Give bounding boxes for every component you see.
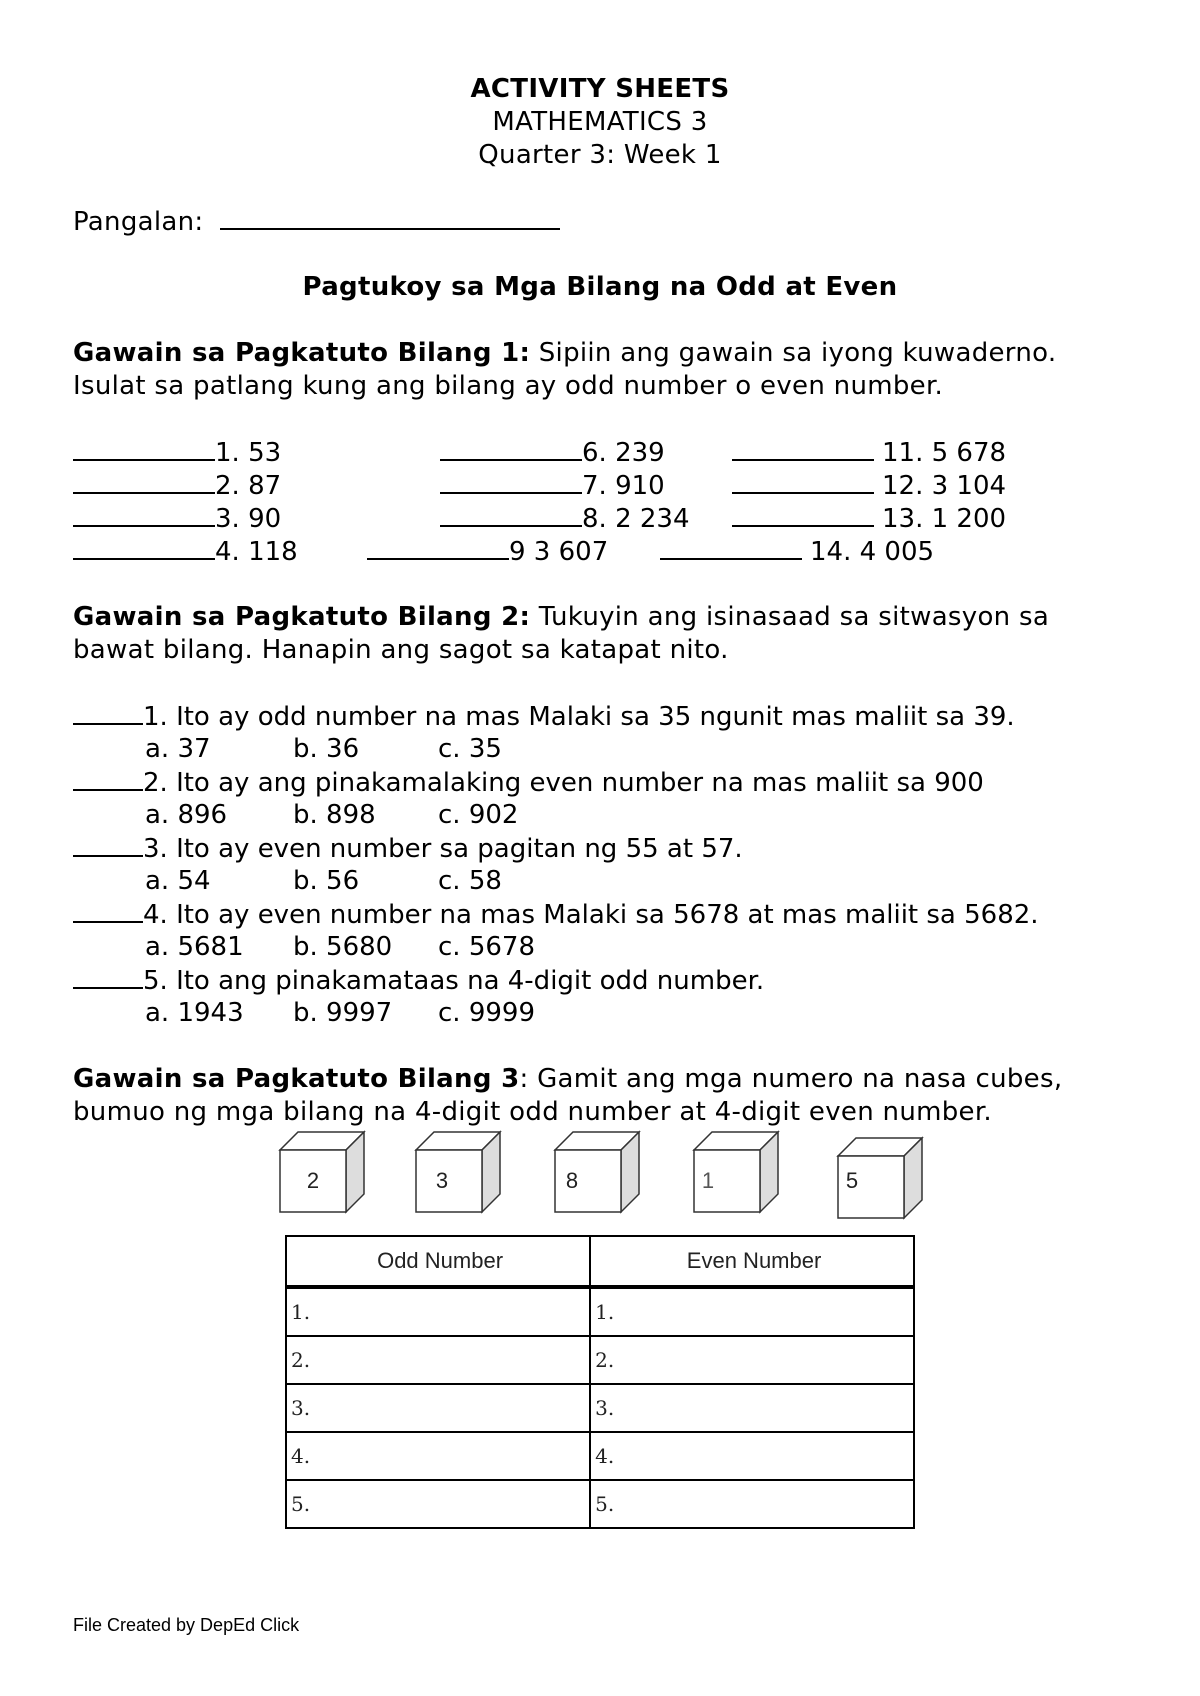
name-label: Pangalan: — [73, 207, 204, 237]
list-item — [73, 470, 281, 501]
table-cell[interactable]: 4. — [590, 1432, 914, 1480]
activity1-heading: Gawain sa Pagkatuto Bilang 1: — [73, 338, 531, 368]
question-text: 4. Ito ay even number na mas Malaki sa 5678 at mas maliit sa 5682. — [143, 900, 1039, 930]
choice-a: a. 54 — [145, 866, 211, 896]
item-number: 9 3 607 — [509, 537, 609, 567]
table-cell[interactable]: 3. — [286, 1384, 590, 1432]
answer-blank[interactable] — [367, 536, 509, 560]
question-text: 2. Ito ay ang pinakamalaking even number na mas maliit sa 900 — [143, 768, 984, 798]
table-cell[interactable]: 5. — [590, 1480, 914, 1528]
question-row — [73, 833, 743, 864]
item-number: 7. 910 — [582, 471, 665, 501]
number-cube — [553, 1130, 643, 1214]
item-number: 4. 118 — [215, 537, 298, 567]
list-item — [732, 503, 1006, 534]
list-item — [440, 437, 665, 468]
list-item — [73, 536, 298, 567]
number-cube — [692, 1130, 782, 1214]
choice-a: a. 896 — [145, 800, 228, 830]
question-row — [73, 767, 984, 798]
choice-a: a. 1943 — [145, 998, 244, 1028]
number-cube — [414, 1130, 504, 1214]
item-number: 2. 87 — [215, 471, 282, 501]
question-text: 1. Ito ay odd number na mas Malaki sa 35 ngunit mas maliit sa 39. — [143, 702, 1015, 732]
activity2-instruction-line1 — [73, 602, 1049, 632]
column-header-odd: Odd Number — [286, 1236, 590, 1287]
choice-c: c. 5678 — [438, 932, 535, 962]
choice-b: b. 36 — [293, 734, 360, 764]
item-number: 13. 1 200 — [882, 504, 1007, 534]
activity3-instruction-line2: bumuo ng mga bilang na 4-digit odd number at 4-digit even number. — [73, 1097, 993, 1127]
table-cell[interactable]: 2. — [590, 1336, 914, 1384]
table-row — [286, 1287, 914, 1336]
cube-digit: 3 — [435, 1168, 449, 1193]
list-item — [660, 536, 934, 567]
table-row — [286, 1336, 914, 1384]
column-header-even: Even Number — [590, 1236, 914, 1287]
table-cell[interactable]: 2. — [286, 1336, 590, 1384]
activity1-instruction-line2: Isulat sa patlang kung ang bilang ay odd number o even number. — [73, 371, 944, 401]
answer-blank[interactable] — [73, 470, 215, 494]
list-item — [73, 437, 281, 468]
item-number: 6. 239 — [582, 438, 665, 468]
table-cell[interactable]: 4. — [286, 1432, 590, 1480]
lesson-title: Pagtukoy sa Mga Bilang na Odd at Even — [302, 272, 898, 302]
activity1-instruction-text: Sipiin ang gawain sa iyong kuwaderno. — [530, 338, 1057, 368]
answer-blank[interactable] — [73, 437, 215, 461]
choice-c: c. 58 — [438, 866, 502, 896]
sheet-title: ACTIVITY SHEETS — [470, 74, 730, 104]
answer-blank[interactable] — [73, 503, 215, 527]
name-blank[interactable] — [220, 206, 560, 230]
choice-b: b. 9997 — [293, 998, 393, 1028]
answer-blank[interactable] — [440, 470, 582, 494]
number-cube — [278, 1130, 368, 1214]
answer-blank[interactable] — [73, 536, 215, 560]
table-cell[interactable]: 3. — [590, 1384, 914, 1432]
answer-blank[interactable] — [732, 470, 874, 494]
choice-c: c. 35 — [438, 734, 502, 764]
activity2-heading: Gawain sa Pagkatuto Bilang 2: — [73, 602, 531, 632]
table-cell[interactable]: 5. — [286, 1480, 590, 1528]
footer-credit: File Created by DepEd Click — [73, 1615, 300, 1635]
choice-b: b. 898 — [293, 800, 376, 830]
item-number: 1. 53 — [215, 438, 282, 468]
answer-blank[interactable] — [73, 767, 143, 791]
question-text: 3. Ito ay even number sa pagitan ng 55 at 57. — [143, 834, 743, 864]
cube-digit: 8 — [565, 1168, 579, 1193]
cube-digit: 5 — [845, 1168, 859, 1193]
quarter-week: Quarter 3: Week 1 — [478, 140, 722, 170]
cube-digit: 1 — [701, 1168, 715, 1193]
question-row — [73, 701, 1015, 732]
answer-table — [285, 1235, 915, 1529]
choice-c: c. 9999 — [438, 998, 535, 1028]
table-row — [286, 1480, 914, 1528]
answer-blank[interactable] — [732, 503, 874, 527]
list-item — [73, 503, 281, 534]
subject-title: MATHEMATICS 3 — [492, 107, 708, 137]
activity1-instruction-line1 — [73, 338, 1056, 368]
name-field — [73, 206, 560, 237]
list-item — [367, 536, 608, 567]
answer-blank[interactable] — [73, 965, 143, 989]
list-item — [732, 437, 1006, 468]
question-row — [73, 899, 1039, 930]
activity3-heading: Gawain sa Pagkatuto Bilang 3 — [73, 1064, 520, 1094]
table-cell[interactable]: 1. — [286, 1287, 590, 1336]
answer-blank[interactable] — [73, 701, 143, 725]
table-row — [286, 1384, 914, 1432]
choice-c: c. 902 — [438, 800, 519, 830]
item-number: 14. 4 005 — [810, 537, 935, 567]
answer-blank[interactable] — [440, 437, 582, 461]
answer-blank[interactable] — [73, 833, 143, 857]
number-cube — [836, 1136, 926, 1220]
activity2-instruction-line2: bawat bilang. Hanapin ang sagot sa katapat nito. — [73, 635, 729, 665]
choice-a: a. 37 — [145, 734, 211, 764]
choice-a: a. 5681 — [145, 932, 244, 962]
item-number: 3. 90 — [215, 504, 282, 534]
list-item — [440, 470, 665, 501]
item-number: 12. 3 104 — [882, 471, 1007, 501]
choice-b: b. 5680 — [293, 932, 393, 962]
question-text: 5. Ito ang pinakamataas na 4-digit odd number. — [143, 966, 765, 996]
list-item — [440, 503, 690, 534]
table-cell[interactable]: 1. — [590, 1287, 914, 1336]
activity3-instruction-text: : Gamit ang mga numero na nasa cubes, — [519, 1064, 1063, 1094]
item-number: 11. 5 678 — [882, 438, 1007, 468]
choice-b: b. 56 — [293, 866, 360, 896]
question-row — [73, 965, 764, 996]
activity3-instruction-line1 — [73, 1064, 1062, 1094]
cube-digit: 2 — [306, 1168, 320, 1193]
table-row — [286, 1432, 914, 1480]
list-item — [732, 470, 1006, 501]
item-number: 8. 2 234 — [582, 504, 690, 534]
activity2-instruction-text: Tukuyin ang isinasaad sa sitwasyon sa — [530, 602, 1050, 632]
answer-blank[interactable] — [73, 899, 143, 923]
answer-blank[interactable] — [440, 503, 582, 527]
answer-blank[interactable] — [660, 536, 802, 560]
answer-blank[interactable] — [732, 437, 874, 461]
